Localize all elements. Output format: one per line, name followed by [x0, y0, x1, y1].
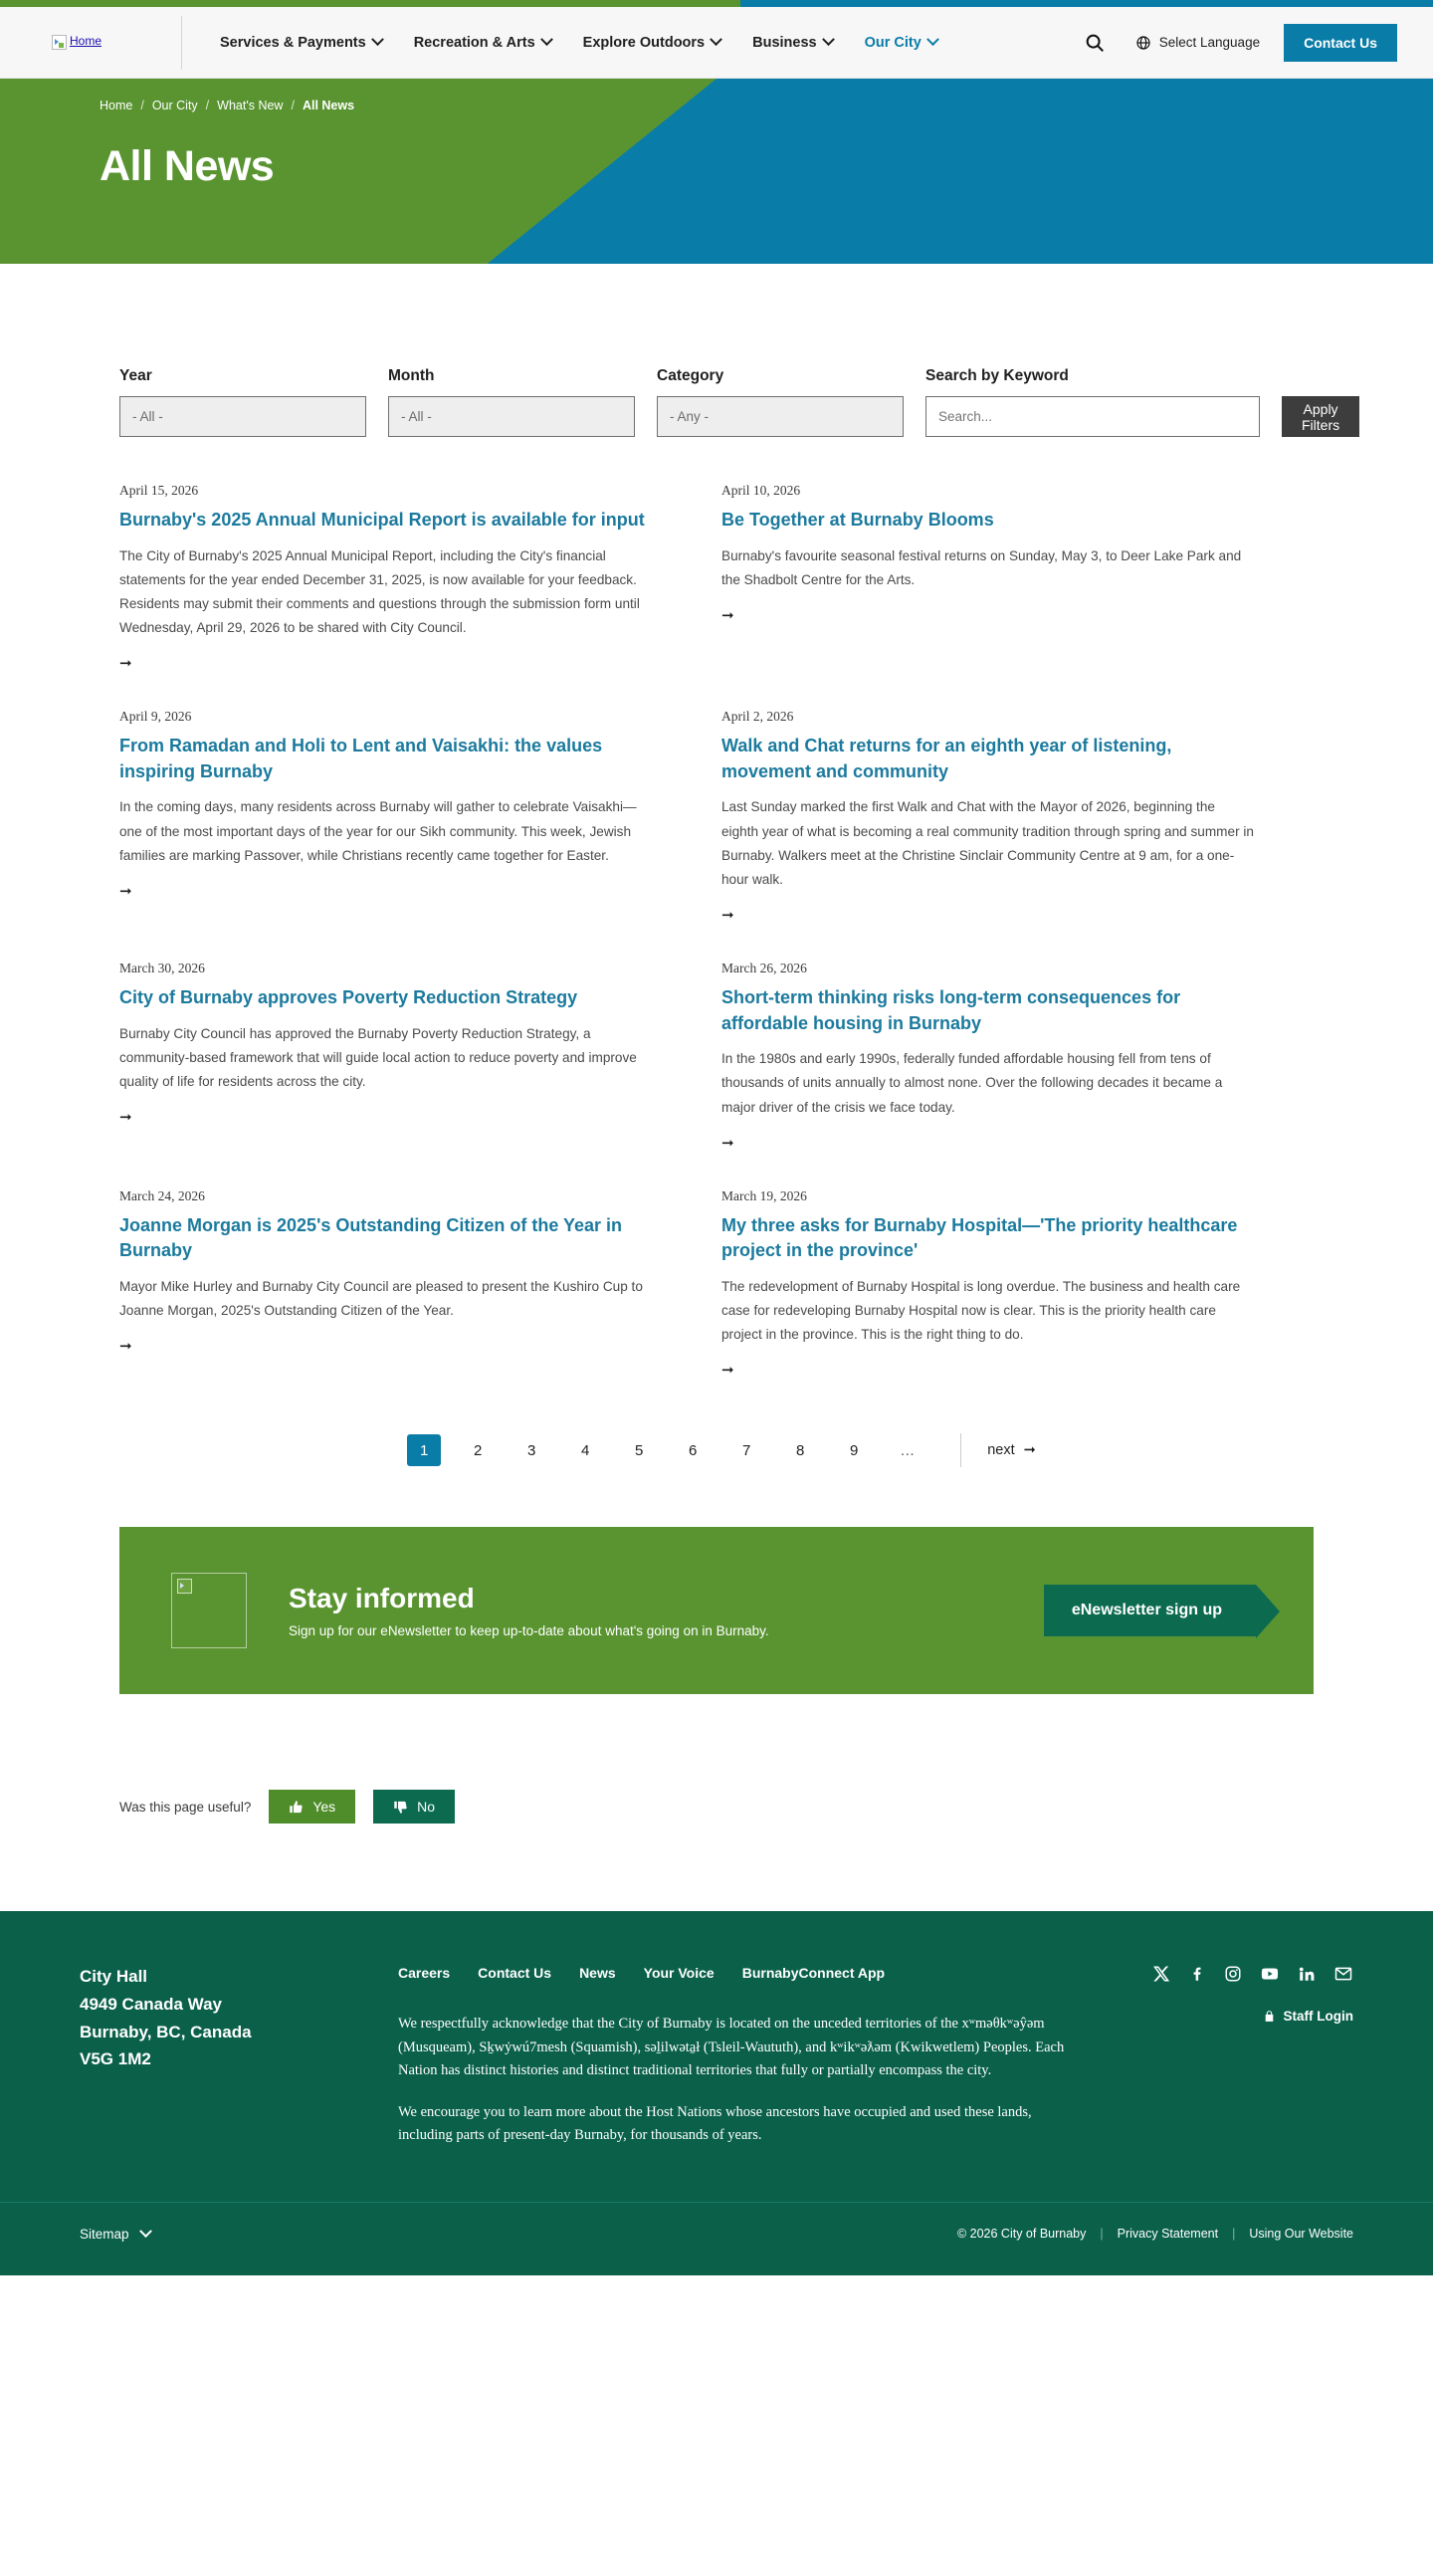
news-item — [721, 961, 1254, 1188]
copyright-text: © 2026 City of Burnaby — [956, 2227, 1087, 2242]
site-footer — [0, 1911, 1433, 2274]
footer-social-column — [1125, 1963, 1353, 2147]
news-description: The redevelopment of Burnaby Hospital is long overdue. The business and health care case for redeveloping Burnaby Hospital now is clear. This is the priority health care project in the province. This is the right thing to do. — [721, 1278, 1241, 1343]
x-twitter-icon[interactable] — [1152, 1965, 1170, 1983]
news-date: March 26, 2026 — [721, 961, 807, 976]
news-description: In the 1980s and early 1990s, federally funded affordable housing fell from tens of thousands of units annually to almost none. Over the following decades it became a major driver of the crisis we face today. — [721, 1051, 1223, 1115]
nav-item-business[interactable] — [736, 25, 848, 61]
lock-icon — [1263, 2009, 1276, 2024]
land-acknowledgement — [398, 2013, 1085, 2147]
news-list — [119, 483, 1314, 1415]
enewsletter-signup-button[interactable]: eNewsletter sign up — [1044, 1585, 1256, 1636]
main-content — [100, 367, 1340, 1824]
pagination-page-6[interactable]: 6 — [689, 1441, 698, 1459]
news-title-link[interactable]: Short-term thinking risks long-term consequences for affordable housing in Burnaby — [721, 987, 1181, 1033]
news-title-link[interactable]: Walk and Chat returns for an eighth year of listening, movement and community — [721, 736, 1172, 781]
news-title-link[interactable]: My three asks for Burnaby Hospital—'The priority healthcare project in the province' — [721, 1214, 1238, 1261]
footer-address-line: Burnaby, BC, Canada — [80, 2022, 252, 2041]
news-date: April 2, 2026 — [721, 709, 794, 725]
news-arrow-icon[interactable]: ➞ — [721, 1134, 734, 1152]
using-our-website-link[interactable]: Using Our Website — [1249, 2227, 1353, 2242]
nav-item-services-payments[interactable] — [204, 25, 398, 61]
instagram-icon[interactable] — [1224, 1965, 1242, 1983]
news-item — [119, 961, 652, 1188]
newsletter-text-group — [289, 1583, 1044, 1638]
select-language-label: Select Language — [1158, 35, 1261, 50]
news-arrow-icon[interactable]: ➞ — [119, 882, 132, 900]
filter-year-label: Year — [119, 367, 152, 384]
news-title-link[interactable]: Joanne Morgan is 2025's Outstanding Citizen of the Year in Burnaby — [119, 1214, 623, 1261]
news-date: April 10, 2026 — [721, 483, 801, 498]
footer-link-burnabyconnect-app[interactable]: BurnabyConnect App — [741, 1965, 886, 1982]
news-date: April 15, 2026 — [119, 483, 199, 498]
news-filter-bar — [119, 367, 1340, 437]
newsletter-subtitle: Sign up for our eNewsletter to keep up-to-date about what's going on in Burnaby. — [289, 1623, 769, 1639]
news-item — [721, 709, 1254, 961]
search-input[interactable] — [925, 396, 1260, 437]
pagination-page-8[interactable]: 8 — [796, 1441, 805, 1459]
news-item — [721, 483, 1254, 709]
staff-login-button[interactable] — [1263, 2009, 1354, 2024]
apply-filters-button[interactable]: Apply Filters — [1282, 396, 1359, 437]
staff-login-label: Staff Login — [1283, 2009, 1353, 2025]
chevron-down-icon — [371, 33, 384, 46]
social-links — [1152, 1965, 1353, 1983]
footer-link-careers[interactable]: Careers — [398, 1965, 451, 1982]
filter-year-group — [119, 367, 366, 437]
news-description: Burnaby's favourite seasonal festival returns on Sunday, May 3, to Deer Lake Park and the Shadbolt Centre for the Arts. — [721, 547, 1242, 587]
news-arrow-icon[interactable]: ➞ — [721, 1362, 734, 1380]
breadcrumb-separator: / — [140, 99, 144, 112]
logo-alt-text: Home — [70, 34, 102, 48]
page-feedback — [119, 1790, 1314, 1824]
news-date: March 24, 2026 — [119, 1187, 205, 1203]
sitemap-label: Sitemap — [80, 2226, 129, 2242]
nav-label: Services & Payments — [220, 34, 366, 51]
thumbs-down-icon — [393, 1800, 408, 1815]
pagination-ellipsis: … — [900, 1441, 917, 1459]
pagination-page-5[interactable]: 5 — [635, 1441, 644, 1459]
nav-item-recreation-arts[interactable] — [398, 25, 567, 61]
breadcrumb-our-city[interactable]: Our City — [151, 99, 198, 112]
pagination-page-2[interactable]: 2 — [474, 1441, 483, 1459]
filter-keyword-label: Search by Keyword — [925, 367, 1069, 384]
footer-address-line: V5G 1M2 — [80, 2049, 151, 2069]
footer-link-contact-us[interactable]: Contact Us — [478, 1965, 552, 1982]
linkedin-icon[interactable] — [1298, 1965, 1316, 1983]
news-description: The City of Burnaby's 2025 Annual Municipal Report, including the City's financial statements for the year ended December 31, 2025, is now available for your feedback. Residents may submit their comments and questions through the submission form until Wednesday, April 29, 2026 to be shared with City Council. — [119, 547, 640, 636]
nav-divider — [181, 16, 182, 70]
news-description: Last Sunday marked the first Walk and Chat with the Mayor of 2026, beginning the eighth year of what is becoming a real community tradition through spring and summer in Burnaby. Walkers meet at the Christine Sinclair Community Centre at 9 am, for a one-hour walk. — [721, 799, 1254, 887]
news-title-link[interactable]: City of Burnaby approves Poverty Reduction Strategy — [119, 987, 578, 1008]
news-title-link[interactable]: From Ramadan and Holi to Lent and Vaisakhi: the values inspiring Burnaby — [119, 736, 603, 781]
nav-label: Business — [752, 34, 817, 51]
privacy-statement-link[interactable]: Privacy Statement — [1117, 2227, 1219, 2242]
footer-bottom-bar — [0, 2202, 1433, 2275]
news-description: Mayor Mike Hurley and Burnaby City Council are pleased to present the Kushiro Cup to Joanne Morgan, 2025's Outstanding Citizen of the Year. — [119, 1278, 643, 1319]
breadcrumb-separator: / — [291, 99, 295, 112]
news-arrow-icon[interactable]: ➞ — [119, 1338, 132, 1356]
chevron-down-icon — [540, 33, 553, 46]
feedback-no-button[interactable] — [373, 1790, 455, 1824]
news-title-link[interactable]: Be Together at Burnaby Blooms — [721, 510, 994, 530]
footer-link-your-voice[interactable]: Your Voice — [643, 1965, 715, 1982]
filter-month-select[interactable]: - All - — [388, 396, 635, 437]
chevron-down-icon — [139, 2225, 152, 2238]
news-description: In the coming days, many residents across Burnaby will gather to celebrate Vaisakhi—one of the most important days of the year for our Sikh community. This week, Jewish families are marking Passover, while Christians recently came together for Easter. — [119, 799, 637, 863]
legal-separator: | — [1100, 2227, 1104, 2242]
pagination — [119, 1433, 1314, 1467]
news-description: Burnaby City Council has approved the Burnaby Poverty Reduction Strategy, a community-based framework that will guide local action to reduce poverty and improve quality of life for residents across the city. — [119, 1025, 637, 1090]
feedback-no-label: No — [417, 1799, 436, 1816]
pagination-divider — [960, 1433, 961, 1467]
breadcrumb-whats-new[interactable]: What's New — [217, 99, 284, 112]
breadcrumb-current: All News — [302, 99, 355, 112]
logo-broken-image-icon — [52, 35, 102, 50]
pagination-page-9[interactable]: 9 — [850, 1441, 859, 1459]
page-hero — [0, 79, 1433, 264]
select-language-button[interactable] — [1135, 35, 1260, 51]
thumbs-up-icon — [289, 1800, 304, 1815]
nav-label: Explore Outdoors — [582, 34, 706, 51]
feedback-question: Was this page useful? — [119, 1799, 252, 1815]
footer-legal — [957, 2227, 1353, 2241]
breadcrumb-home[interactable]: Home — [100, 99, 133, 112]
nav-item-our-city[interactable] — [849, 25, 953, 61]
chevron-down-icon — [822, 33, 835, 46]
land-acknowledgement-paragraph-1: We respectfully acknowledge that the City of Burnaby is located on the unceded territories of the xʷməθkʷəŷəm (Musqueam), Sḵwẏwú7mesh (Squamish), səḻilwəta̱ł (Tsleil-Waututh), and kʷikʷəƛəm (Kwikwetlem) Peoples. Each Nation has distinct histories and distinct traditional territories that fully or partially encompass the city. — [398, 2016, 1065, 2079]
filter-keyword-group — [925, 367, 1260, 437]
chevron-down-icon — [710, 33, 722, 46]
filter-year-select[interactable]: - All - — [119, 396, 366, 437]
nav-label: Recreation & Arts — [413, 34, 535, 51]
accent-blue — [740, 0, 1433, 7]
arrow-right-icon: ➞ — [1023, 1442, 1036, 1459]
newsletter-title: Stay informed — [289, 1583, 475, 1614]
footer-address-line: City Hall — [80, 1967, 148, 1987]
feedback-yes-label: Yes — [312, 1799, 336, 1816]
filter-category-label: Category — [657, 367, 724, 384]
email-icon[interactable] — [1333, 1965, 1353, 1983]
globe-icon — [1135, 35, 1151, 51]
news-date: April 9, 2026 — [119, 709, 192, 725]
news-date: March 19, 2026 — [721, 1187, 807, 1203]
footer-main-column — [398, 1963, 1125, 2147]
sitemap-toggle[interactable] — [80, 2227, 150, 2242]
page-title: All News — [100, 142, 275, 190]
pagination-next-button[interactable] — [987, 1442, 1036, 1458]
breadcrumb — [100, 79, 1433, 112]
news-arrow-icon[interactable]: ➞ — [119, 1109, 132, 1127]
footer-links — [398, 1965, 1125, 1981]
footer-address-block — [80, 1963, 398, 2147]
pagination-page-4[interactable]: 4 — [581, 1441, 590, 1459]
header-right-group — [1078, 24, 1397, 62]
land-acknowledgement-paragraph-2: We encourage you to learn more about the Host Nations whose ancestors have occupied and used these lands, including parts of present-day Burnaby, for thousands of years. — [398, 2103, 1032, 2144]
pagination-page-3[interactable]: 3 — [527, 1441, 536, 1459]
search-icon — [1084, 32, 1106, 54]
chevron-down-icon — [926, 33, 939, 46]
pagination-next-label: next — [987, 1442, 1015, 1459]
news-item — [721, 1188, 1254, 1416]
news-date: March 30, 2026 — [119, 961, 205, 976]
news-arrow-icon[interactable]: ➞ — [119, 655, 132, 673]
footer-link-news[interactable]: News — [579, 1965, 616, 1982]
accent-green — [0, 0, 740, 7]
contact-us-button[interactable]: Contact Us — [1284, 24, 1397, 62]
filter-month-label: Month — [388, 367, 435, 384]
news-title-link[interactable]: Burnaby's 2025 Annual Municipal Report is available for input — [119, 510, 645, 530]
feedback-yes-button[interactable] — [269, 1790, 355, 1824]
news-arrow-icon[interactable]: ➞ — [721, 907, 734, 925]
search-button[interactable] — [1078, 26, 1112, 60]
top-accent-strip — [0, 0, 1433, 7]
youtube-icon[interactable] — [1260, 1965, 1280, 1983]
news-arrow-icon[interactable]: ➞ — [721, 606, 734, 624]
pagination-page-1[interactable]: 1 — [407, 1434, 441, 1466]
footer-address-line: 4949 Canada Way — [80, 1994, 222, 2014]
news-item — [119, 483, 652, 709]
nav-label: Our City — [864, 34, 921, 51]
legal-separator: | — [1232, 2227, 1236, 2242]
nav-item-explore-outdoors[interactable] — [567, 25, 736, 61]
site-logo[interactable] — [36, 35, 135, 50]
pagination-page-7[interactable]: 7 — [742, 1441, 751, 1459]
breadcrumb-separator: / — [205, 99, 210, 112]
news-item — [119, 709, 652, 961]
newsletter-broken-image-icon — [171, 1573, 247, 1648]
filter-category-group — [657, 367, 904, 437]
main-nav — [204, 25, 953, 61]
newsletter-banner — [119, 1527, 1314, 1694]
site-header — [0, 7, 1433, 79]
news-item — [119, 1188, 652, 1416]
filter-category-select[interactable]: - Any - — [657, 396, 904, 437]
filter-month-group — [388, 367, 635, 437]
facebook-icon[interactable] — [1188, 1965, 1206, 1983]
